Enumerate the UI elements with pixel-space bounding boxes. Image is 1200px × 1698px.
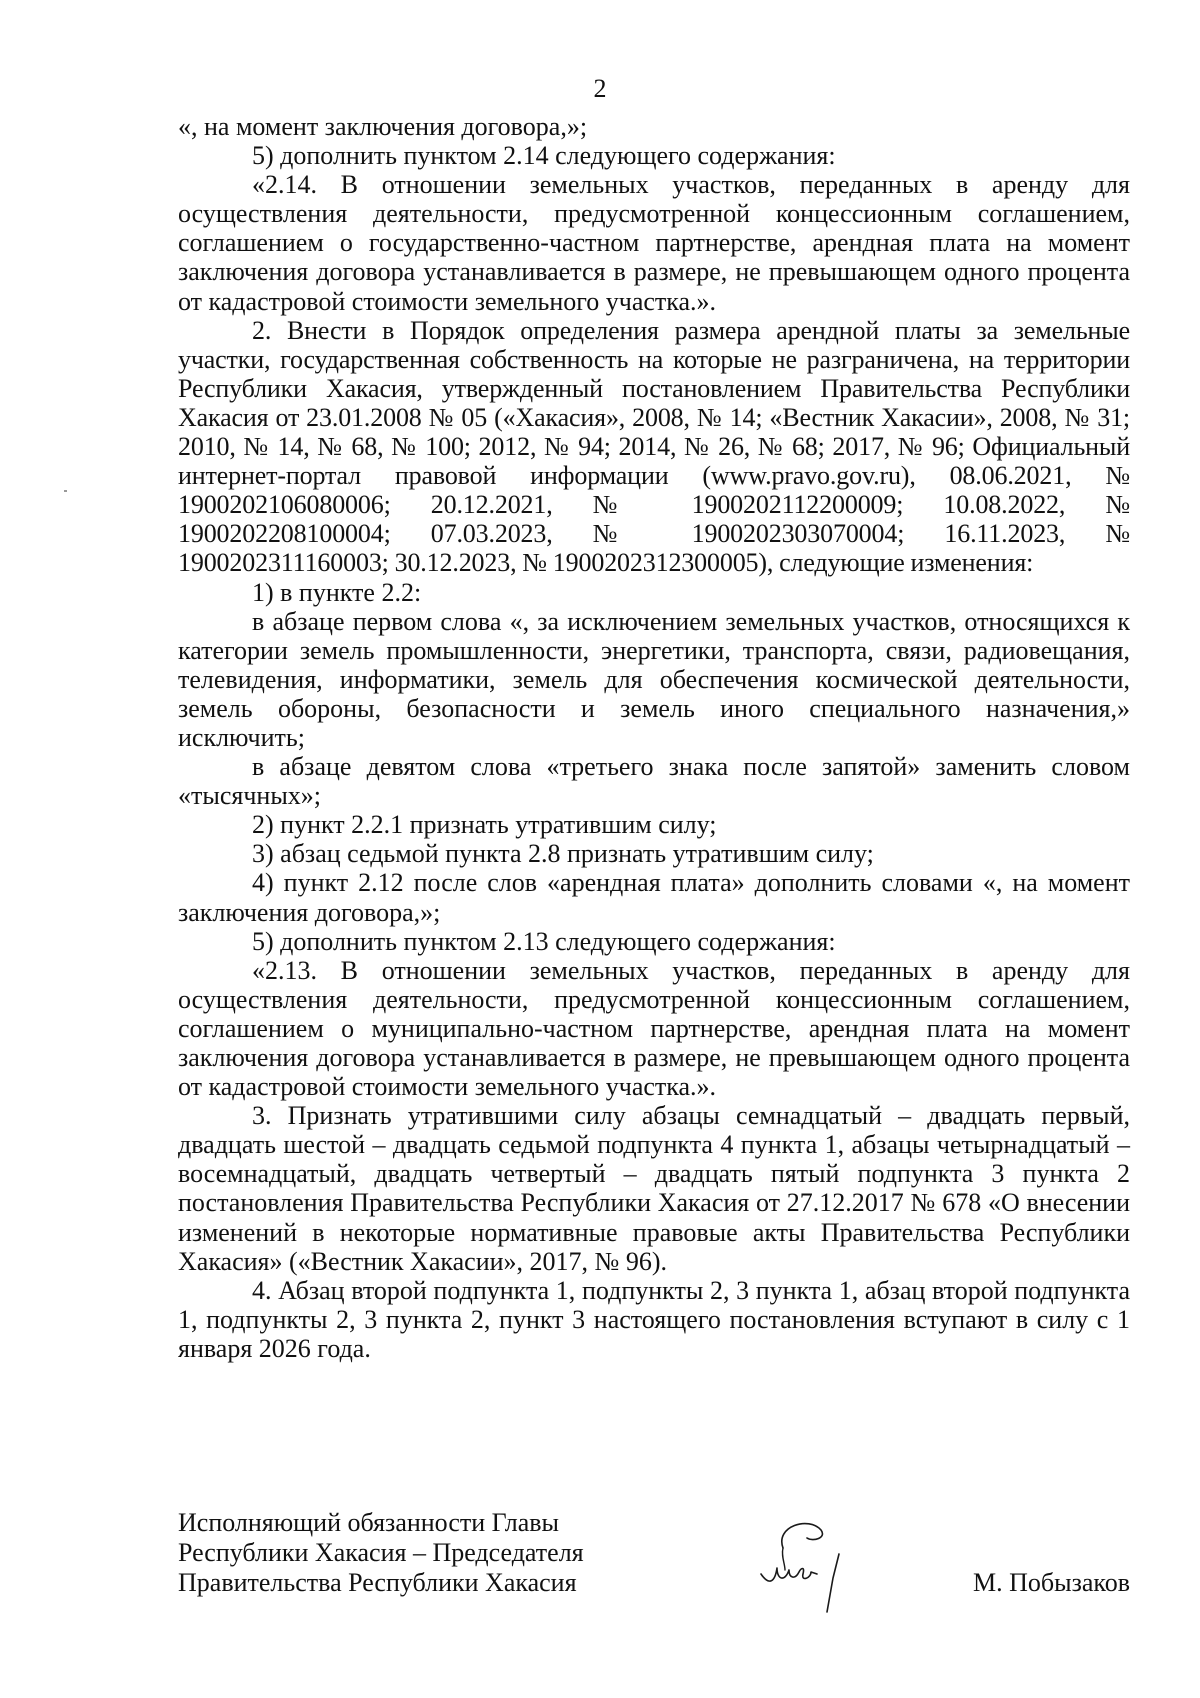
paragraph-section-2: 2. Внести в Порядок определения размера арендной платы за земельные участки, государственная собственность на которые не разграничена, на территории Республики Хакасия, утвержденный постановлением Правительства Республики Хакасия от 23.01.2008 № 05 («Хакасия», 2008, № 14; «Вестник Хакасии», 2008, № 31; 2010, № 14, № 68, № 100; 2012, № 94; 2014, № 26, № 68; 2017, № 96; Официальный интернет-портал правовой информации (www.pravo.gov.ru), 08.06.2021, № 1900202106080006; 20.12.2021, № 1900202112200009; 10.08.2022, № 1900202208100004; 07.03.2023, № 1900202303070004; 16.11.2023, № 1900202311160003; 30.12.2023, № 1900202312300005), следующие изменения: (178, 315, 1130, 578)
paragraph-section-4: 4. Абзац второй подпункта 1, подпункты 2, 3 пункта 1, абзац второй подпункта 1, подпункты 2, 3 пункта 2, пункт 3 настоящего постановления вступают в силу с 1 января 2026 года. (178, 1275, 1130, 1363)
paragraph-item-4: 4) пункт 2.12 после слов «арендная плата» дополнить словами «, на момент заключения договора,»; (178, 868, 1130, 927)
signatory-title-line: Правительства Республики Хакасия (178, 1568, 577, 1597)
paragraph-item-3: 3) абзац седьмой пункта 2.8 признать утратившим силу; (252, 839, 874, 869)
page-number: 2 (593, 74, 607, 103)
paragraph-continuation: «, на момент заключения договора,»; (178, 112, 588, 141)
paragraph-item-5-2-13: 5) дополнить пунктом 2.13 следующего содержания: (252, 926, 836, 956)
paragraph-ninth-abzac: в абзаце девятом слова «третьего знака после запятой» заменить словом «тысячных»; (178, 752, 1130, 811)
signatory-title-line: Республики Хакасия – Председателя (178, 1538, 584, 1567)
paragraph-first-abzac: в абзаце первом слова «, за исключением земельных участков, относящихся к категории земель промышленности, энергетики, транспорта, связи, радиовещания, телевидения, информатики, земель для обеспечения космической деятельности, земель обороны, безопасности и земель иного специального назначения,» исключить; (178, 606, 1130, 752)
handwritten-signature (755, 1512, 865, 1622)
paragraph-item-1: 1) в пункте 2.2: (252, 577, 422, 607)
paragraph-item-5-2-14: 5) дополнить пунктом 2.14 следующего содержания: (252, 141, 836, 171)
paragraph-section-3: 3. Признать утратившими силу абзацы семнадцатый – двадцать первый, двадцать шестой – двадцать седьмой подпункта 4 пункта 1, абзацы четырнадцатый – восемнадцатый, двадцать четвертый – двадцать пятый подпункта 3 пункта 2 постановления Правительства Республики Хакасия от 27.12.2017 № 678 «О внесении изменений в некоторые нормативные правовые акты Правительства Республики Хакасия» («Вестник Хакасии», 2017, № 96). (178, 1101, 1130, 1276)
paragraph-clause-2-14: «2.14. В отношении земельных участков, переданных в аренду для осуществления деятельности, предусмотренной концессионным соглашением, соглашением о государственно-частном партнерстве, арендная плата на момент заключения договора устанавливается в размере, не превышающем одного процента от кадастровой стоимости земельного участка.». (178, 170, 1130, 316)
signatory-title (178, 1508, 584, 1598)
signatory-title-line: Исполняющий обязанности Главы (178, 1508, 559, 1537)
scan-artifact (64, 490, 67, 492)
paragraph-clause-2-13: «2.13. В отношении земельных участков, переданных в аренду для осуществления деятельности, предусмотренной концессионным соглашением, соглашением о муниципально-частном партнерстве, арендная плата на момент заключения договора устанавливается в размере, не превышающем одного процента от кадастровой стоимости земельного участка.». (178, 955, 1130, 1102)
signatory-name: М. Побызаков (973, 1568, 1130, 1597)
document-body (178, 112, 1130, 1363)
paragraph-item-2: 2) пункт 2.2.1 признать утратившим силу; (252, 810, 717, 840)
